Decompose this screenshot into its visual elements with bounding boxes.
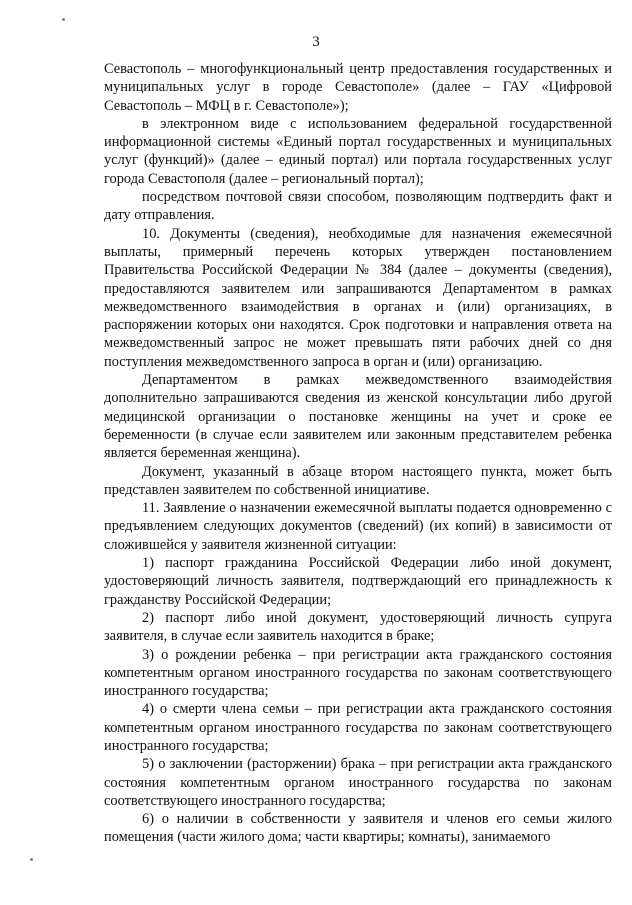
list-item-4: 4) о смерти члена семьи – при регистрации акта гражданского состояния компетентным органом иностранного государства по законам соответствующего иностранного государства; (104, 701, 612, 754)
paragraph-postal-submission: посредством почтовой связи способом, позволяющим подтвердить факт и дату отправления. (104, 189, 612, 224)
document-body (104, 60, 612, 847)
list-item-1: 1) паспорт гражданина Российской Федерации либо иной документ, удостоверяющий личность заявителя, подтверждающий его принадлежность к гражданству Российской Федерации; (104, 555, 612, 608)
list-item-5: 5) о заключении (расторжении) брака – при регистрации акта гражданского состояния компетентным органом иностранного государства по законам соответствующего иностранного государства; (104, 756, 612, 809)
scan-artifact-dot (62, 18, 65, 21)
paragraph-electronic-submission: в электронном виде с использованием федеральной государственной информационной системы «Единый портал государственных и муниципальных услуг (функций)» (далее – единый портал) или портала государственных услуг города Севастополя (далее – региональный портал); (104, 115, 612, 187)
paragraph-item-10: 10. Документы (сведения), необходимые для назначения ежемесячной выплаты, примерный перечень которых утвержден постановлением Правительства Российской Федерации № 384 (далее – документы (сведения), предоставляются заявителем или запрашиваются Департаментом в рамках межведомственного взаимодействия в органах и (или) организациях, в распоряжении которых они находятся. Срок подготовки и направления ответа на межведомственный запрос не может превышать пяти рабочих дней со дня поступления межведомственного запроса в орган и (или) организацию. (104, 225, 612, 370)
page-number: 3 (312, 34, 320, 50)
paragraph-mfc-continuation: Севастополь – многофункциональный центр предоставления государственных и муниципальных услуг в городе Севастополе» (далее – ГАУ «Цифровой Севастополь – МФЦ в г. Севастополе»); (104, 61, 612, 114)
paragraph-item-11: 11. Заявление о назначении ежемесячной выплаты подается одновременно с предъявлением следующих документов (сведений) (их копий) в зависимости от сложившейся у заявителя жизненной ситуации: (104, 500, 612, 553)
list-item-2: 2) паспорт либо иной документ, удостоверяющий личность супруга заявителя, в случае если заявитель находится в браке; (104, 609, 612, 645)
paragraph-own-initiative: Документ, указанный в абзаце втором настоящего пункта, может быть представлен заявителем по собственной инициативе. (104, 463, 612, 498)
list-item-3: 3) о рождении ребенка – при регистрации акта гражданского состояния компетентным органом иностранного государства по законам соответствующего иностранного государства; (104, 646, 612, 700)
paragraph-interagency-request: Департаментом в рамках межведомственного взаимодействия дополнительно запрашиваются сведения из женской консультации либо другой медицинской организации о постановке женщины на учет и сроке ее беременности (в случае если заявителем или законным представителем ребенка является беременная женщина). (104, 372, 612, 462)
list-item-6: 6) о наличии в собственности у заявителя и членов его семьи жилого помещения (части жилого дома; части квартиры; комнаты), занимаемого (104, 811, 612, 846)
scan-artifact-dot (30, 858, 33, 861)
